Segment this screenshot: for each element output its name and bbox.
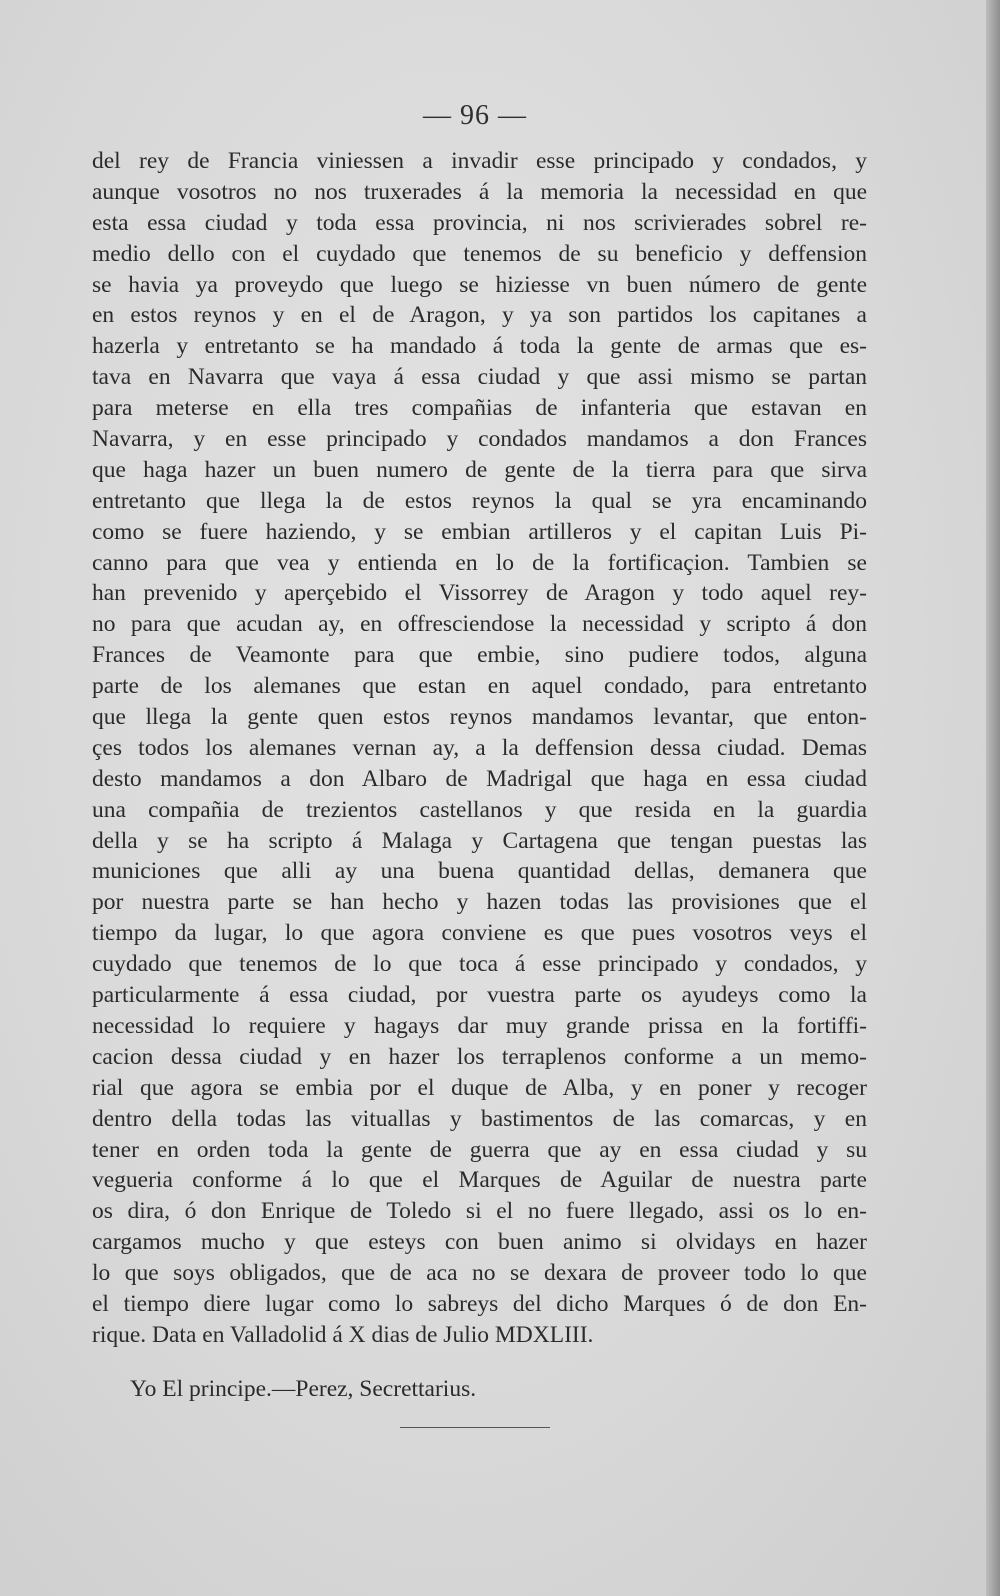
text-line: dentro della todas las vituallas y bastimentos de las comarcas, y en bbox=[92, 1105, 867, 1132]
text-line: han prevenido y aperçebido el Vissorrey de Aragon y todo aquel rey- bbox=[92, 580, 867, 607]
page-edge-shadow bbox=[986, 0, 1000, 1596]
text-line: no para que acudan ay, en offresciendose la necessidad y scripto á don bbox=[92, 611, 867, 638]
text-line: tiempo da lugar, lo que agora conviene es que pues vosotros veys el bbox=[92, 920, 867, 947]
text-line: en estos reynos y en el de Aragon, y ya son partidos los capitanes a bbox=[92, 302, 867, 329]
text-line: para meterse en ella tres compañias de infanteria que estavan en bbox=[92, 395, 867, 422]
signature-line: Yo El principe.—Perez, Secrettarius. bbox=[130, 1376, 477, 1402]
text-line: desto mandamos a don Albaro de Madrigal que haga en essa ciudad bbox=[92, 765, 867, 792]
text-line: canno para que vea y entienda en lo de la fortificaçion. Tambien se bbox=[92, 549, 867, 576]
text-line: Frances de Veamonte para que embie, sino pudiere todos, alguna bbox=[92, 642, 867, 669]
text-line: lo que soys obligados, que de aca no se dexara de proveer todo lo que bbox=[92, 1260, 867, 1287]
text-line: una compañia de trezientos castellanos y que resida en la guardia bbox=[92, 796, 867, 823]
text-line: medio dello con el cuydado que tenemos de su beneficio y deffension bbox=[92, 240, 867, 267]
text-line: hazerla y entretanto se ha mandado á toda la gente de armas que es- bbox=[92, 333, 867, 360]
text-line: tener en orden toda la gente de guerra que ay en essa ciudad y su bbox=[92, 1136, 867, 1163]
text-line: parte de los alemanes que estan en aquel condado, para entretanto bbox=[92, 673, 867, 700]
closing-rule bbox=[400, 1427, 550, 1428]
text-line: que haga hazer un buen numero de gente de la tierra para que sirva bbox=[92, 456, 867, 483]
text-line: el tiempo diere lugar como lo sabreys del dicho Marques ó de don En- bbox=[92, 1290, 867, 1317]
text-line: tava en Navarra que vaya á essa ciudad y que assi mismo se partan bbox=[92, 364, 867, 391]
text-line: cuydado que tenemos de lo que toca á esse principado y condados, y bbox=[92, 951, 867, 978]
text-line: que llega la gente quen estos reynos mandamos levantar, que enton- bbox=[92, 704, 867, 731]
text-line: os dira, ó don Enrique de Toledo si el no fuere llegado, assi os lo en- bbox=[92, 1198, 867, 1225]
text-line: çes todos los alemanes vernan ay, a la deffension dessa ciudad. Demas bbox=[92, 734, 867, 761]
text-line: por nuestra parte se han hecho y hazen todas las provisiones que el bbox=[92, 889, 867, 916]
text-line: necessidad lo requiere y hagays dar muy grande prissa en la fortiffi- bbox=[92, 1012, 867, 1039]
text-line: esta essa ciudad y toda essa provincia, ni nos scrivierades sobrel re- bbox=[92, 209, 867, 236]
text-line: rique. Data en Valladolid á X dias de Julio MDXLIII. bbox=[92, 1321, 594, 1348]
text-line: se havia ya proveydo que luego se hiziesse vn buen número de gente bbox=[92, 271, 867, 298]
text-line: municiones que alli ay una buena quantidad dellas, demanera que bbox=[92, 858, 867, 885]
text-line: cargamos mucho y que esteys con buen animo si olvidays en hazer bbox=[92, 1229, 867, 1256]
text-line: vegueria conforme á lo que el Marques de Aguilar de nuestra parte bbox=[92, 1167, 867, 1194]
page-number: — 96 — bbox=[423, 100, 527, 131]
text-line: della y se ha scripto á Malaga y Cartagena que tengan puestas las bbox=[92, 827, 867, 854]
text-line: aunque vosotros no nos truxerades á la memoria la necessidad en que bbox=[92, 178, 867, 205]
text-line: entretanto que llega la de estos reynos la qual se yra encaminando bbox=[92, 487, 867, 514]
text-line: particularmente á essa ciudad, por vuestra parte os ayudeys como la bbox=[92, 982, 867, 1009]
text-line: del rey de Francia viniessen a invadir esse principado y condados, y bbox=[92, 148, 867, 174]
text-line: Navarra, y en esse principado y condados mandamos a don Frances bbox=[92, 426, 867, 453]
body-text bbox=[92, 146, 867, 1351]
text-line: cacion dessa ciudad y en hazer los terraplenos conforme a un memo- bbox=[92, 1043, 867, 1070]
text-line: como se fuere haziendo, y se embian artilleros y el capitan Luis Pi- bbox=[92, 518, 867, 545]
text-line: rial que agora se embia por el duque de Alba, y en poner y recoger bbox=[92, 1074, 867, 1101]
